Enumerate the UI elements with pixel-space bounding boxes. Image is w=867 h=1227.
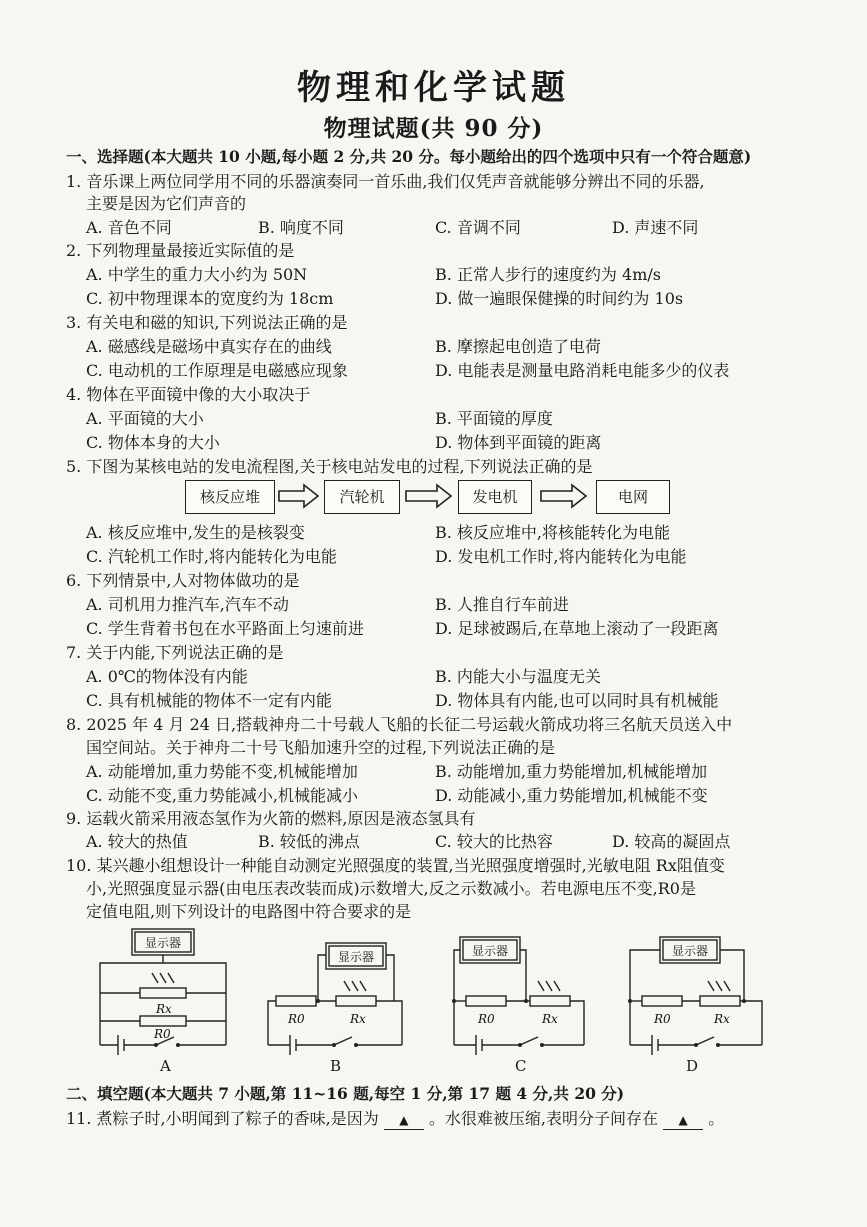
q7-option-c: C. 具有机械能的物体不一定有内能: [86, 691, 332, 710]
q9-option-d: D. 较高的凝固点: [612, 832, 731, 851]
rx-label: Rx: [714, 1012, 730, 1026]
q3-stem: 3. 有关电和磁的知识,下列说法正确的是: [66, 313, 348, 332]
q8-option-a: A. 动能增加,重力势能不变,机械能增加: [86, 762, 358, 781]
q3-option-d: D. 电能表是测量电路消耗电能多少的仪表: [435, 361, 730, 380]
display-label: 显示器: [671, 944, 709, 958]
q3-option-c: C. 电动机的工作原理是电磁感应现象: [86, 361, 348, 380]
q9-option-a: A. 较大的热值: [86, 832, 188, 851]
q7-option-b: B. 内能大小与温度无关: [435, 667, 601, 686]
r0-label: R0: [154, 1027, 171, 1041]
circuit-a: [90, 925, 240, 1055]
flow-box-generator: 发电机: [458, 480, 532, 514]
q8-option-d: D. 动能减小,重力势能增加,机械能不变: [435, 786, 708, 805]
q6-option-c: C. 学生背着书包在水平路面上匀速前进: [86, 619, 364, 638]
circuit-label-a: A: [160, 1057, 171, 1075]
q1-option-a: A. 音色不同: [86, 218, 172, 237]
q4-stem: 4. 物体在平面镜中像的大小取决于: [66, 385, 311, 404]
q5-option-b: B. 核反应堆中,将核能转化为电能: [435, 523, 671, 542]
q4-option-a: A. 平面镜的大小: [86, 409, 204, 428]
flow-box-grid: 电网: [596, 480, 670, 514]
q2-option-d: D. 做一遍眼保健操的时间约为 10s: [435, 289, 684, 308]
q5-option-c: C. 汽轮机工作时,将内能转化为电能: [86, 547, 337, 566]
q11-text-part1: 11. 煮粽子时,小明闻到了粽子的香味,是因为: [66, 1109, 379, 1128]
q7-option-d: D. 物体具有内能,也可以同时具有机械能: [435, 691, 719, 710]
q10-stem-line2: 小,光照强度显示器(由电压表改装而成)示数增大,反之示数减小。若电源电压不变,R0是: [86, 879, 696, 898]
q6-option-b: B. 人推自行车前进: [435, 595, 569, 614]
circuit-label-c: C: [515, 1057, 527, 1075]
flow-arrow-icon: [405, 483, 453, 509]
nuclear-flow-diagram: [0, 480, 867, 520]
rx-label: Rx: [542, 1012, 558, 1026]
q11-text-part2: 。水很难被压缩,表明分子间存在: [428, 1109, 658, 1128]
q10-stem-line1: 10. 某兴趣小组想设计一种能自动测定光照强度的装置,当光照强度增强时,光敏电阻 Rx阻值变: [66, 856, 725, 875]
flow-box-turbine: 汽轮机: [324, 480, 400, 514]
circuit-c: [450, 925, 600, 1055]
rx-label: Rx: [350, 1012, 366, 1026]
q1-option-c: C. 音调不同: [435, 218, 521, 237]
q11-blank-2: ▲: [663, 1111, 703, 1130]
q5-option-a: A. 核反应堆中,发生的是核裂变: [86, 523, 305, 542]
q9-option-c: C. 较大的比热容: [435, 832, 553, 851]
q7-option-a: A. 0℃的物体没有内能: [86, 667, 248, 686]
circuit-b: [262, 925, 412, 1055]
q11-line: [66, 1108, 856, 1130]
r0-label: R0: [288, 1012, 305, 1026]
q6-option-a: A. 司机用力推汽车,汽车不动: [86, 595, 289, 614]
q2-stem: 2. 下列物理量最接近实际值的是: [66, 241, 295, 260]
q8-option-b: B. 动能增加,重力势能增加,机械能增加: [435, 762, 708, 781]
flow-box-reactor: 核反应堆: [185, 480, 275, 514]
page-subtitle: 物理试题(共 90 分): [323, 115, 544, 142]
rx-label: Rx: [156, 1002, 172, 1016]
q2-option-b: B. 正常人步行的速度约为 4m/s: [435, 265, 661, 284]
q5-option-d: D. 发电机工作时,将内能转化为电能: [435, 547, 687, 566]
page-title: 物理和化学试题: [297, 68, 570, 108]
display-label: 显示器: [471, 944, 509, 958]
q8-option-c: C. 动能不变,重力势能减小,机械能减小: [86, 786, 359, 805]
q1-option-d: D. 声速不同: [612, 218, 699, 237]
q11-text-part3: 。: [708, 1109, 725, 1128]
q5-stem: 5. 下图为某核电站的发电流程图,关于核电站发电的过程,下列说法正确的是: [66, 457, 593, 476]
circuit-label-d: D: [686, 1057, 699, 1075]
flow-arrow-icon: [540, 483, 588, 509]
q3-option-b: B. 摩擦起电创造了电荷: [435, 337, 601, 356]
display-label: 显示器: [337, 950, 375, 964]
q3-option-a: A. 磁感线是磁场中真实存在的曲线: [86, 337, 332, 356]
q4-option-c: C. 物体本身的大小: [86, 433, 220, 452]
q9-option-b: B. 较低的沸点: [258, 832, 360, 851]
q10-stem-line3: 定值电阻,则下列设计的电路图中符合要求的是: [86, 902, 412, 921]
circuit-label-b: B: [330, 1057, 342, 1075]
flow-arrow-icon: [278, 483, 320, 509]
q11-blank-1: ▲: [384, 1111, 424, 1130]
q2-option-c: C. 初中物理课本的宽度约为 18cm: [86, 289, 334, 308]
q6-stem: 6. 下列情景中,人对物体做功的是: [66, 571, 300, 590]
r0-label: R0: [654, 1012, 671, 1026]
q8-stem-line1: 8. 2025 年 4 月 24 日,搭载神舟二十号载人飞船的长征二号运载火箭成功将三名航天员送入中: [66, 715, 733, 734]
q7-stem: 7. 关于内能,下列说法正确的是: [66, 643, 284, 662]
q1-stem-line1: 1. 音乐课上两位同学用不同的乐器演奏同一首乐曲,我们仅凭声音就能够分辨出不同的乐器,: [66, 172, 705, 191]
q4-option-b: B. 平面镜的厚度: [435, 409, 553, 428]
q2-option-a: A. 中学生的重力大小约为 50N: [86, 265, 308, 284]
q1-option-b: B. 响度不同: [258, 218, 344, 237]
section-2-heading: 二、填空题(本大题共 7 小题,第 11~16 题,每空 1 分,第 17 题 4 分,共 20 分): [66, 1084, 625, 1103]
section-1-heading: 一、选择题(本大题共 10 小题,每小题 2 分,共 20 分。每小题给出的四个选项中只有一个符合题意): [66, 147, 752, 166]
r0-label: R0: [478, 1012, 495, 1026]
q4-option-d: D. 物体到平面镜的距离: [435, 433, 602, 452]
q9-stem: 9. 运载火箭采用液态氢作为火箭的燃料,原因是液态氢具有: [66, 809, 476, 828]
q1-stem-line2: 主要是因为它们声音的: [86, 194, 247, 213]
display-label: 显示器: [144, 936, 182, 950]
q8-stem-line2: 国空间站。关于神舟二十号飞船加速升空的过程,下列说法正确的是: [86, 738, 556, 757]
circuit-d: [622, 925, 772, 1055]
q6-option-d: D. 足球被踢后,在草地上滚动了一段距离: [435, 619, 719, 638]
q10-circuit-diagrams: [0, 925, 867, 1085]
